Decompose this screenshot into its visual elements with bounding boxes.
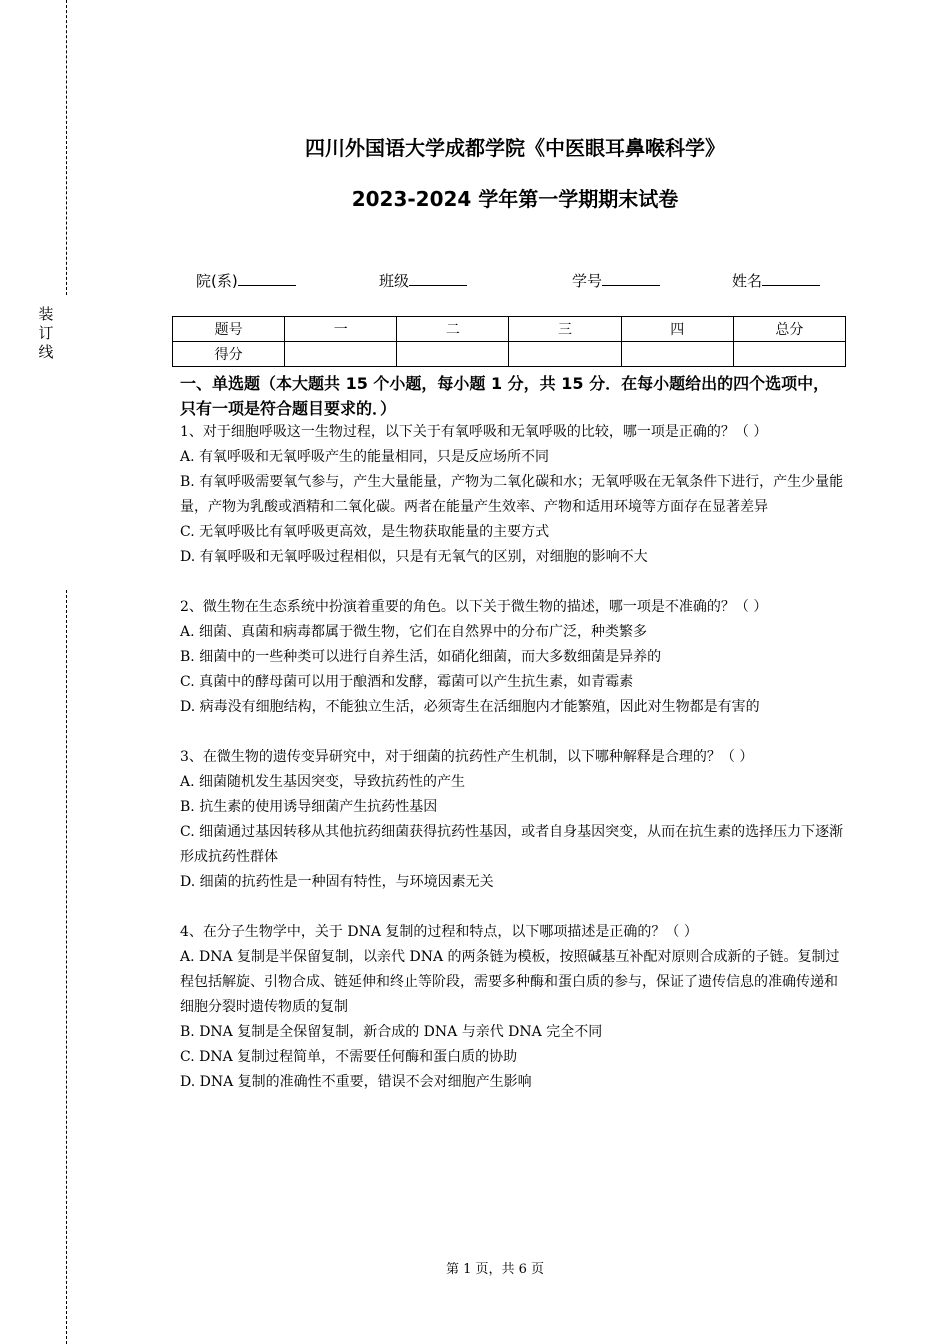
question-option: D. DNA 复制的准确性不重要，错误不会对细胞产生影响 <box>180 1074 532 1090</box>
question-option: C. 真菌中的酵母菌可以用于酿酒和发酵，霉菌可以产生抗生素，如青霉素 <box>180 674 634 690</box>
score-header-cell: 题号 <box>173 317 285 342</box>
question-stem: 1、对于细胞呼吸这一生物过程，以下关于有氧呼吸和无氧呼吸的比较，哪一项是正确的？（ ） <box>180 424 768 440</box>
section-heading: 一、单选题（本大题共 15 个小题，每小题 1 分，共 15 分．在每小题给出的四个选项中，只有一项是符合题目要求的．） <box>180 374 830 418</box>
class-blank[interactable] <box>409 271 467 286</box>
question-option: C. 无氧呼吸比有氧呼吸更高效，是生物获取能量的主要方式 <box>180 524 550 540</box>
exam-subtitle: 2023-2024 学年第一学期期末试卷 <box>351 187 679 211</box>
binding-label-char: 装 <box>38 305 54 323</box>
question-option: B. DNA 复制是全保留复制，新合成的 DNA 与亲代 DNA 完全不同 <box>180 1024 603 1040</box>
dept-label: 院(系) <box>196 272 238 290</box>
question-item <box>180 745 846 895</box>
dept-blank[interactable] <box>238 271 296 286</box>
question-option: C. 细菌通过基因转移从其他抗药细菌获得抗药性基因，或者自身基因突变，从而在抗生素的选择压力下逐渐形成抗药性群体 <box>180 824 844 865</box>
student-id-field[interactable] <box>572 270 660 291</box>
question-option: C. DNA 复制过程简单，不需要任何酶和蛋白质的协助 <box>180 1049 518 1065</box>
question-option: D. 有氧呼吸和无氧呼吸过程相似，只是有无氧气的区别，对细胞的影响不大 <box>180 549 648 565</box>
question-option: D. 病毒没有细胞结构，不能独立生活，必须寄生在活细胞内才能繁殖，因此对生物都是有害的 <box>180 699 760 715</box>
score-table-header-row <box>173 317 846 342</box>
question-option: A. DNA 复制是半保留复制，以亲代 DNA 的两条链为模板，按照碱基互补配对原则合成新的子链。复制过程包括解旋、引物合成、链延伸和终止等阶段，需要多种酶和蛋白质的参与，保证了遗传信息的准确传递和细胞分裂时遗传物质的复制 <box>180 949 840 1015</box>
question-item <box>180 920 846 1095</box>
class-field[interactable] <box>379 270 467 291</box>
score-header-cell: 总分 <box>733 317 845 342</box>
question-option: A. 细菌随机发生基因突变，导致抗药性的产生 <box>180 774 466 790</box>
name-blank[interactable] <box>762 271 820 286</box>
question-item <box>180 595 846 720</box>
dept-field[interactable] <box>196 270 296 291</box>
exam-title: 四川外国语大学成都学院《中医眼耳鼻喉科学》 <box>305 136 725 160</box>
student-id-label: 学号 <box>572 272 603 290</box>
score-table <box>172 316 846 367</box>
question-item <box>180 420 846 570</box>
name-field[interactable] <box>732 270 820 291</box>
score-cell[interactable] <box>509 342 621 367</box>
question-option: D. 细菌的抗药性是一种固有特性，与环境因素无关 <box>180 874 494 890</box>
binding-label-char: 线 <box>38 343 54 361</box>
class-label: 班级 <box>379 272 410 290</box>
binding-label <box>36 305 56 362</box>
binding-dashed-line-bottom <box>66 590 67 1344</box>
question-stem: 3、在微生物的遗传变异研究中，对于细菌的抗药性产生机制，以下哪种解释是合理的？（ ） <box>180 749 754 765</box>
name-label: 姓名 <box>732 272 763 290</box>
score-table-score-row <box>173 342 846 367</box>
score-cell[interactable] <box>621 342 733 367</box>
score-cell[interactable] <box>397 342 509 367</box>
question-stem: 2、微生物在生态系统中扮演着重要的角色。以下关于微生物的描述，哪一项是不准确的？（ ） <box>180 599 768 615</box>
question-option: A. 有氧呼吸和无氧呼吸产生的能量相同，只是反应场所不同 <box>180 449 550 465</box>
student-id-blank[interactable] <box>602 271 660 286</box>
score-header-cell: 一 <box>285 317 397 342</box>
score-header-cell: 四 <box>621 317 733 342</box>
question-option: B. 抗生素的使用诱导细菌产生抗药性基因 <box>180 799 438 815</box>
binding-label-char: 订 <box>38 324 54 342</box>
score-cell[interactable] <box>733 342 845 367</box>
score-header-cell: 二 <box>397 317 509 342</box>
question-option: B. 有氧呼吸需要氧气参与，产生大量能量，产物为二氧化碳和水；无氧呼吸在无氧条件下进行，产生少量能量，产物为乳酸或酒精和二氧化碳。两者在能量产生效率、产物和适用环境等方面存在显著差异 <box>180 474 844 515</box>
question-option: B. 细菌中的一些种类可以进行自养生活，如硝化细菌，而大多数细菌是异养的 <box>180 649 662 665</box>
page-footer: 第 1 页，共 6 页 <box>445 1262 545 1277</box>
score-row-label: 得分 <box>173 342 285 367</box>
score-cell[interactable] <box>285 342 397 367</box>
question-stem: 4、在分子生物学中，关于 DNA 复制的过程和特点，以下哪项描述是正确的？（ ） <box>180 924 698 940</box>
score-header-cell: 三 <box>509 317 621 342</box>
question-option: A. 细菌、真菌和病毒都属于微生物，它们在自然界中的分布广泛，种类繁多 <box>180 624 648 640</box>
question-list <box>180 420 846 1120</box>
